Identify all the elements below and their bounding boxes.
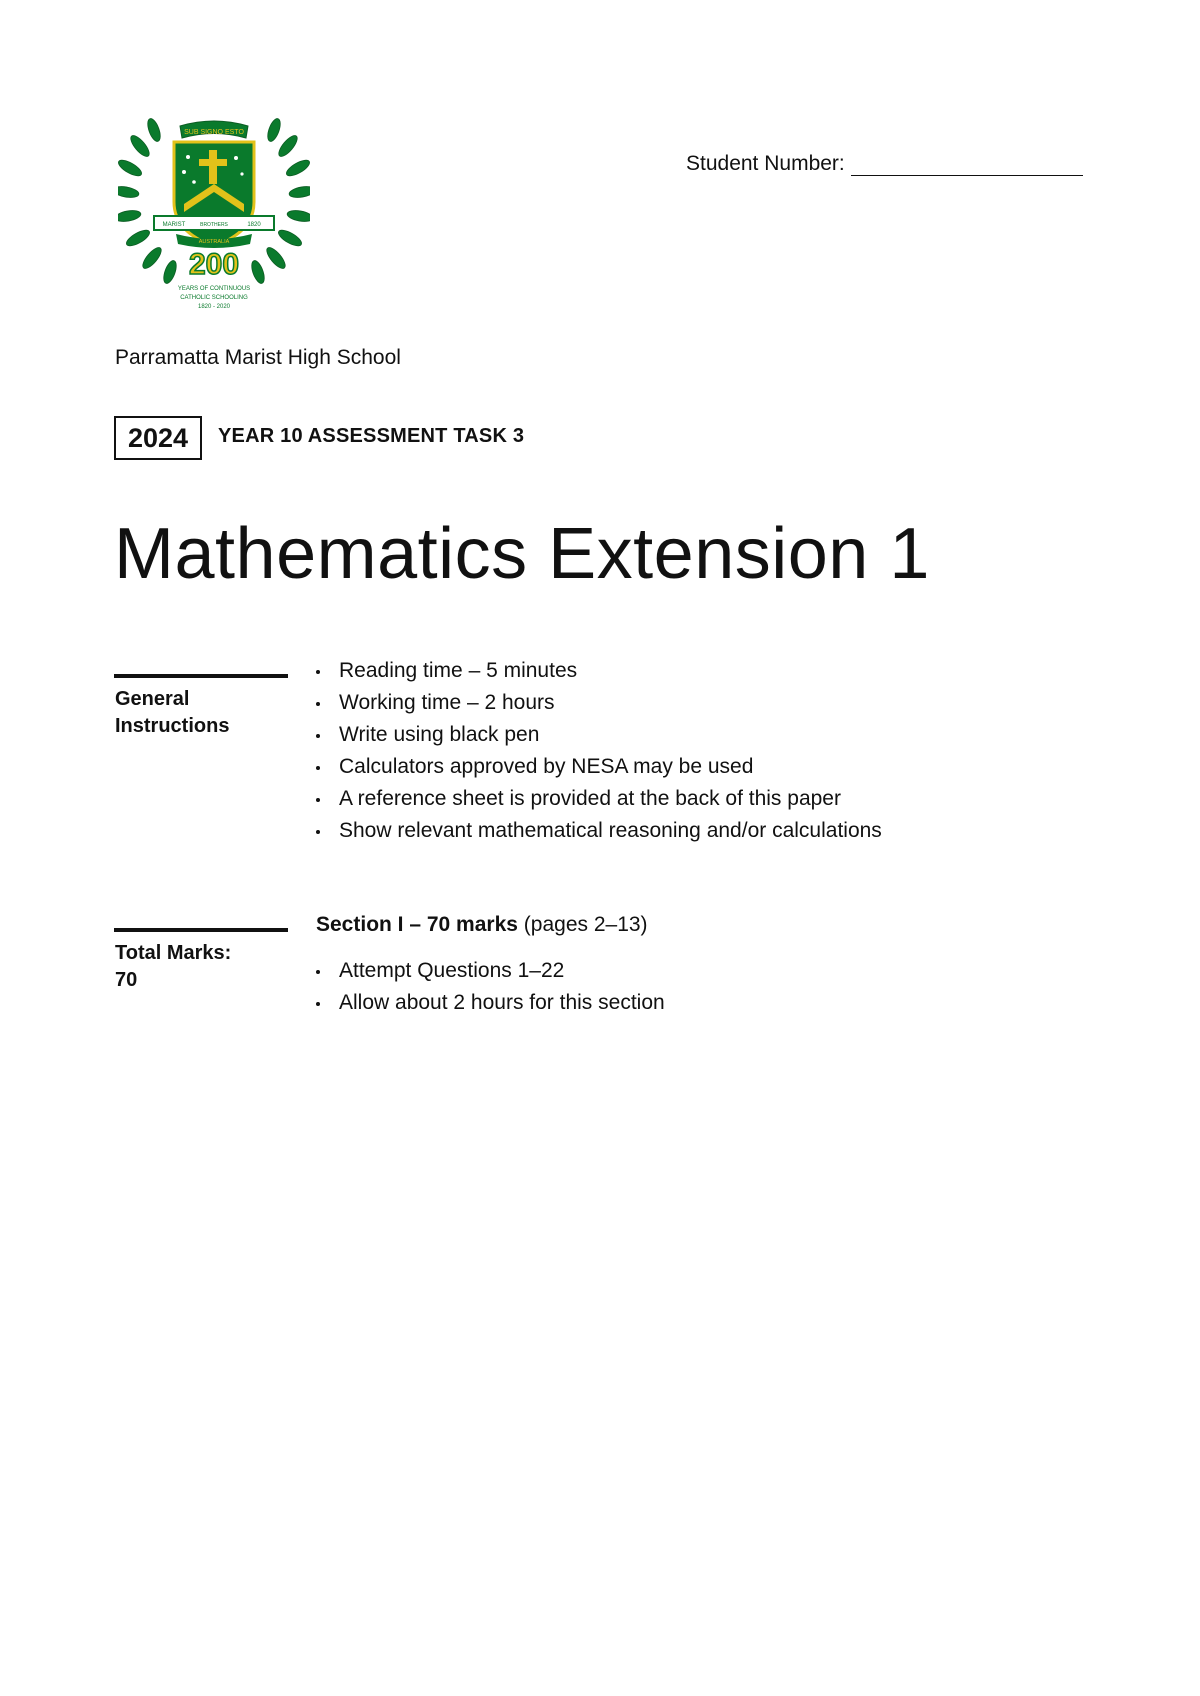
section-heading-pages: (pages 2–13) — [523, 913, 648, 936]
general-instructions-label — [115, 686, 285, 740]
list-item: Show relevant mathematical reasoning and/or calculations — [316, 815, 882, 847]
svg-text:SUB SIGNO ESTO: SUB SIGNO ESTO — [184, 129, 244, 136]
svg-text:1820: 1820 — [247, 222, 261, 228]
assessment-task-title: YEAR 10 ASSESSMENT TASK 3 — [218, 425, 525, 447]
section-heading-title: Section I – 70 marks — [316, 913, 518, 936]
svg-text:BROTHERS: BROTHERS — [200, 222, 228, 228]
subject-title: Mathematics Extension 1 — [114, 514, 930, 594]
school-name: Parramatta Marist High School — [115, 346, 401, 369]
general-instructions-label-line-1: General — [115, 688, 190, 710]
svg-text:AUSTRALIA: AUSTRALIA — [198, 239, 230, 245]
exam-year-box: 2024 — [114, 416, 202, 460]
section-heading — [316, 913, 648, 937]
svg-text:200: 200 — [188, 248, 240, 281]
svg-text:CATHOLIC SCHOOLING: CATHOLIC SCHOOLING — [180, 295, 248, 301]
list-item: Allow about 2 hours for this section — [316, 987, 665, 1019]
general-instructions-label-line-2: Instructions — [115, 715, 230, 737]
list-item: Calculators approved by NESA may be used — [316, 751, 882, 783]
list-item: Working time – 2 hours — [316, 687, 882, 719]
list-item: Reading time – 5 minutes — [316, 655, 882, 687]
total-marks-divider — [114, 928, 288, 932]
list-item: Attempt Questions 1–22 — [316, 955, 665, 987]
svg-text:YEARS OF CONTINUOUS: YEARS OF CONTINUOUS — [177, 286, 251, 292]
total-marks-value: 70 — [115, 969, 138, 991]
list-item: Write using black pen — [316, 719, 882, 751]
laurel-crest-icon — [118, 112, 310, 317]
svg-text:1820 - 2020: 1820 - 2020 — [197, 304, 231, 310]
school-crest-logo — [118, 112, 310, 317]
total-marks-label — [115, 940, 285, 994]
svg-text:MARIST: MARIST — [162, 222, 186, 228]
student-number-blank-line[interactable] — [851, 157, 1083, 176]
general-instructions-list — [316, 655, 882, 847]
section-instructions-list — [316, 955, 665, 1019]
instructions-divider — [114, 674, 288, 678]
student-number-label: Student Number: — [686, 152, 845, 175]
student-number-field[interactable] — [686, 152, 1083, 176]
list-item: A reference sheet is provided at the back of this paper — [316, 783, 882, 815]
total-marks-label-text: Total Marks: — [115, 942, 232, 964]
